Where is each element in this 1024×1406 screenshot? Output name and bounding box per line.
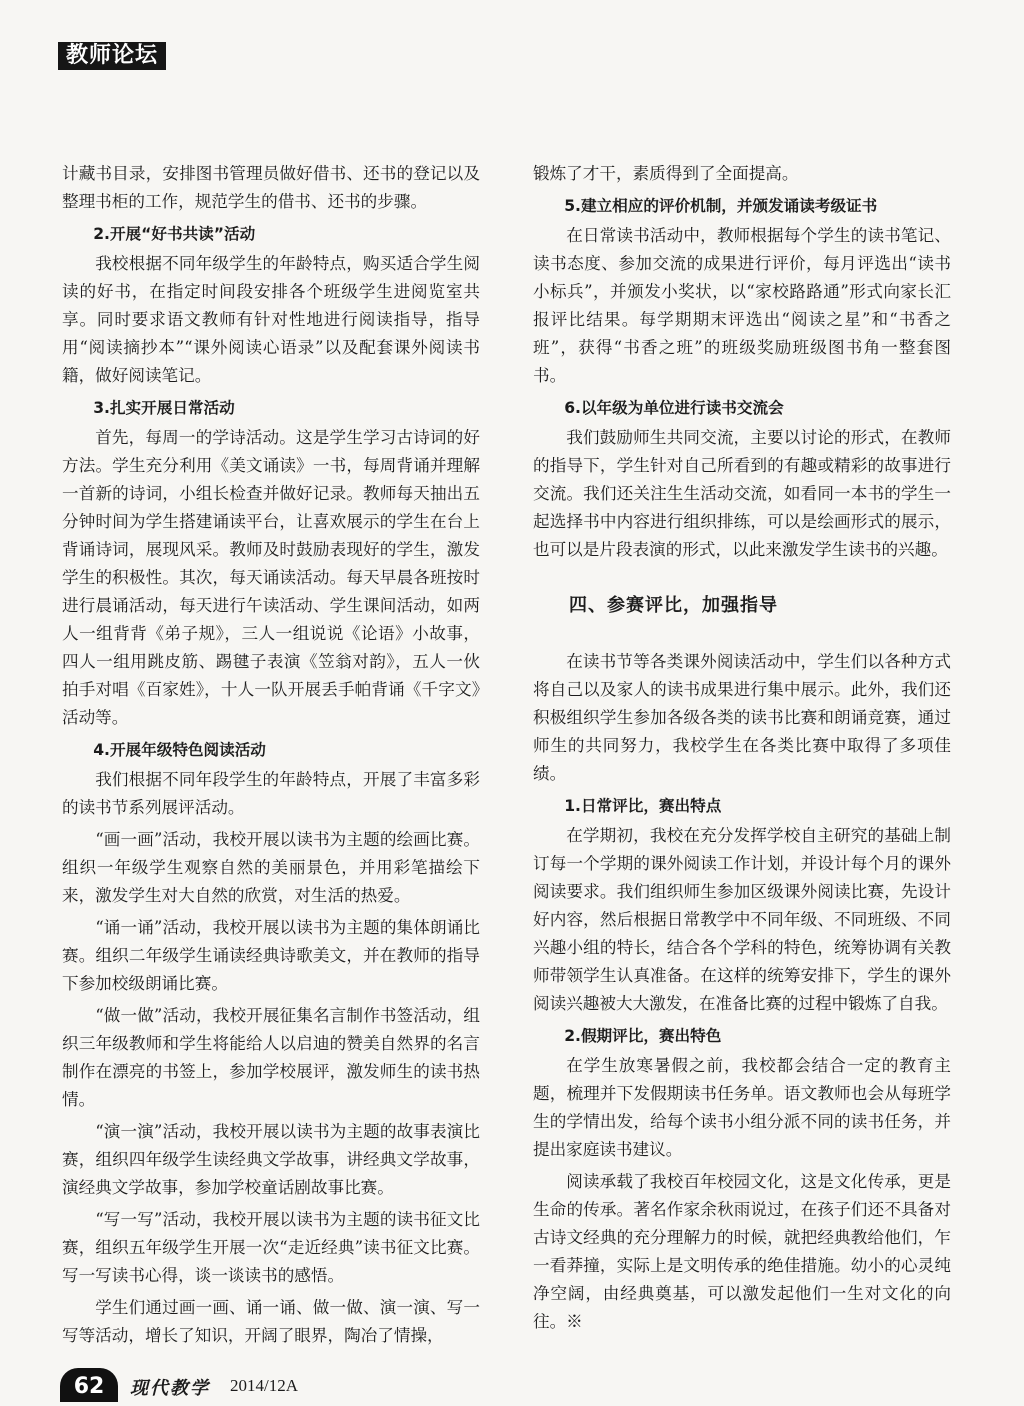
page-footer [60,1368,460,1402]
paragraph: 阅读承载了我校百年校园文化，这是文化传承，更是生命的传承。著名作家余秋雨说过，在孩子们还不具备对古诗文经典的充分理解力的时候，就把经典教给他们，乍一看莽撞，实际上是文明传承的绝佳措施。幼小的心灵纯净空阔，由经典奠基，可以激发起他们一生对文化的向往。※ [533,1172,951,1331]
subheading: 5.建立相应的评价机制，并颁发诵读考级证书 [564,197,878,215]
subheading: 3.扎实开展日常活动 [93,399,235,417]
paragraph: “做一做”活动，我校开展征集名言制作书签活动，组织三年级教师和学生将能给人以启迪的赞美自然界的名言制作在漂亮的书签上，参加学校展评，激发师生的读书热情。 [62,1006,480,1109]
paragraph: 计藏书目录，安排图书管理员做好借书、还书的登记以及整理书柜的工作，规范学生的借书、还书的步骤。 [62,164,480,211]
paragraph: “诵一诵”活动，我校开展以读书为主题的集体朗诵比赛。组织二年级学生诵读经典诗歌美文，并在教师的指导下参加校级朗诵比赛。 [62,918,480,993]
paragraph: 学生们通过画一画、诵一诵、做一做、演一演、写一写等活动，增长了知识，开阔了眼界，陶冶了情操， [62,1298,480,1345]
paragraph: “演一演”活动，我校开展以读书为主题的故事表演比赛，组织四年级学生读经典文学故事，讲经典文学故事，演经典文学故事，参加学校童话剧故事比赛。 [62,1122,480,1197]
issue-number: 2014/12A [230,1376,298,1395]
paragraph: 在学期初，我校在充分发挥学校自主研究的基础上制订每一个学期的课外阅读工作计划，并设计每个月的课外阅读要求。我们组织师生参加区级课外阅读比赛，先设计好内容，然后根据日常教学中不同年级、不同班级、不同兴趣小组的特长，结合各个学科的特色，统筹协调有关教师带领学生认真准备。在这样的统筹安排下，学生的课外阅读兴趣被大大激发，在准备比赛的过程中锻炼了自我。 [533,826,951,1013]
paragraph: 我们根据不同年段学生的年龄特点，开展了丰富多彩的读书节系列展评活动。 [62,770,480,817]
paragraph: 锻炼了才干，素质得到了全面提高。 [533,164,799,183]
subheading: 4.开展年级特色阅读活动 [93,741,266,759]
subheading: 2.假期评比，赛出特色 [564,1027,722,1045]
subheading: 6.以年级为单位进行读书交流会 [564,399,784,417]
section-heading: 四、参赛评比，加强指导 [569,595,778,616]
paragraph: 在日常读书活动中，教师根据每个学生的读书笔记、读书态度、参加交流的成果进行评价，每月评选出“读书小标兵”，并颁发小奖状，以“家校路路通”形式向家长汇报评比结果。每学期期末评选出“阅读之星”和“书香之班”，获得“书香之班”的班级奖励班级图书角一整套图书。 [533,226,951,385]
page-number: 62 [60,1368,118,1402]
paragraph: “写一写”活动，我校开展以读书为主题的读书征文比赛，组织五年级学生开展一次“走近经典”读书征文比赛。写一写读书心得，谈一谈读书的感悟。 [62,1210,480,1285]
paragraph: 我们鼓励师生共同交流，主要以讨论的形式，在教师的指导下，学生针对自己所看到的有趣或精彩的故事进行交流。我们还关注生生活动交流，如看同一本书的学生一起选择书中内容进行组织排练，可以是绘画形式的展示，也可以是片段表演的形式，以此来激发学生读书的兴趣。 [533,428,951,559]
paragraph: 在读书节等各类课外阅读活动中，学生们以各种方式将自己以及家人的读书成果进行集中展示。此外，我们还积极组织学生参加各级各类的读书比赛和朗诵竞赛，通过师生的共同努力，我校学生在各类比赛中取得了多项佳绩。 [533,652,951,783]
section-tag: 教师论坛 [58,42,166,70]
paragraph: “画一画”活动，我校开展以读书为主题的绘画比赛。组织一年级学生观察自然的美丽景色，并用彩笔描绘下来，激发学生对大自然的欣赏，对生活的热爱。 [62,830,480,905]
subheading: 1.日常评比，赛出特点 [564,797,722,815]
right-column [533,160,951,1340]
left-column [62,160,480,1354]
journal-title: 现代教学 [130,1378,210,1399]
paragraph: 我校根据不同年级学生的年龄特点，购买适合学生阅读的好书，在指定时间段安排各个班级学生进阅览室共享。同时要求语文教师有针对性地进行阅读指导，指导用“阅读摘抄本”“课外阅读心语录”以及配套课外阅读书籍，做好阅读笔记。 [62,254,480,385]
paragraph: 首先，每周一的学诗活动。这是学生学习古诗词的好方法。学生充分利用《美文诵读》一书，每周背诵并理解一首新的诗词，小组长检查并做好记录。教师每天抽出五分钟时间为学生搭建诵读平台，让喜欢展示的学生在台上背诵诗词，展现风采。教师及时鼓励表现好的学生，激发学生的积极性。其次，每天诵读活动。每天早晨各班按时进行晨诵活动，每天进行午读活动、学生课间活动，如两人一组背背《弟子规》，三人一组说说《论语》小故事，四人一组用跳皮筋、踢毽子表演《笠翁对韵》，五人一伙拍手对唱《百家姓》，十人一队开展丢手帕背诵《千字文》活动等。 [62,428,480,727]
subheading: 2.开展“好书共读”活动 [93,225,256,243]
paragraph: 在学生放寒暑假之前，我校都会结合一定的教育主题，梳理并下发假期读书任务单。语文教师也会从每班学生的学情出发，给每个读书小组分派不同的读书任务，并提出家庭读书建议。 [533,1056,951,1159]
